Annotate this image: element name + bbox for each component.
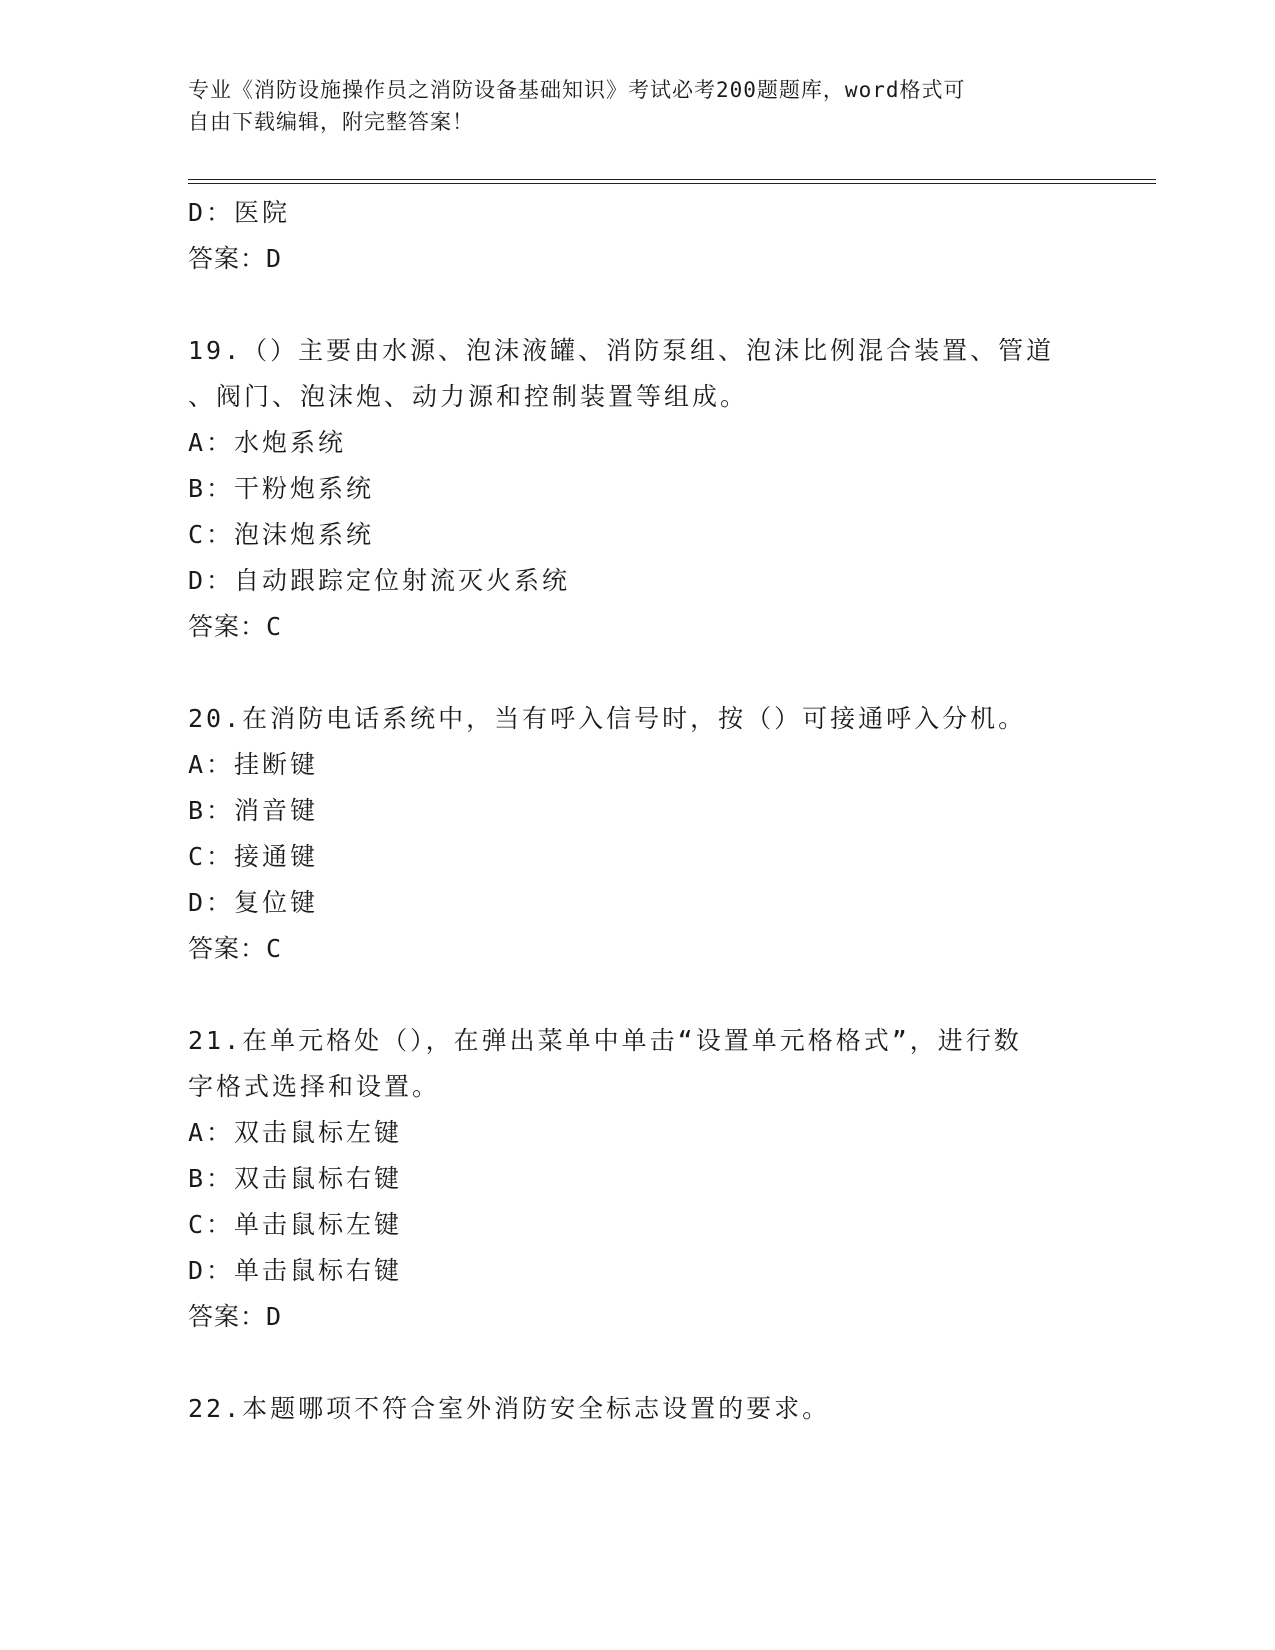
header-line-1: 专业《消防设施操作员之消防设备基础知识》考试必考200题题库，word格式可 xyxy=(188,78,966,102)
question-stem: 19.（）主要由水源、泡沫液罐、消防泵组、泡沫比例混合装置、管道 xyxy=(188,336,1055,365)
question-stem: 22.本题哪项不符合室外消防安全标志设置的要求。 xyxy=(188,1394,831,1423)
answer-line: 答案：D xyxy=(188,244,283,273)
answer-line: 答案：D xyxy=(188,1302,283,1331)
option-d: D：医院 xyxy=(188,198,291,227)
option-b: B：双击鼠标右键 xyxy=(188,1164,403,1193)
option-c: C：泡沫炮系统 xyxy=(188,520,375,549)
option-b: B：干粉炮系统 xyxy=(188,474,375,503)
spacer xyxy=(188,650,1088,696)
spacer xyxy=(188,282,1088,328)
spacer xyxy=(188,1340,1088,1386)
question-stem: 21.在单元格处（），在弹出菜单中单击“设置单元格格式”，进行数 xyxy=(188,1026,1022,1055)
option-a: A：挂断键 xyxy=(188,750,319,779)
option-c: C：单击鼠标左键 xyxy=(188,1210,403,1239)
option-a: A：水炮系统 xyxy=(188,428,347,457)
question-stem: 20.在消防电话系统中，当有呼入信号时，按（）可接通呼入分机。 xyxy=(188,704,1027,733)
option-a: A：双击鼠标左键 xyxy=(188,1118,403,1147)
option-d: D：复位键 xyxy=(188,888,319,917)
question-list xyxy=(188,190,1088,1432)
answer-line: 答案：C xyxy=(188,612,283,641)
answer-line: 答案：C xyxy=(188,934,283,963)
document-header xyxy=(188,74,1068,138)
question-stem: 字格式选择和设置。 xyxy=(188,1072,441,1101)
header-line-2: 自由下载编辑，附完整答案！ xyxy=(188,110,474,134)
option-b: B：消音键 xyxy=(188,796,319,825)
option-d: D：单击鼠标右键 xyxy=(188,1256,403,1285)
question-stem: 、阀门、泡沫炮、动力源和控制装置等组成。 xyxy=(188,382,749,411)
spacer xyxy=(188,972,1088,1018)
option-c: C：接通键 xyxy=(188,842,319,871)
option-d: D：自动跟踪定位射流灭火系统 xyxy=(188,566,571,595)
header-divider xyxy=(188,179,1156,184)
